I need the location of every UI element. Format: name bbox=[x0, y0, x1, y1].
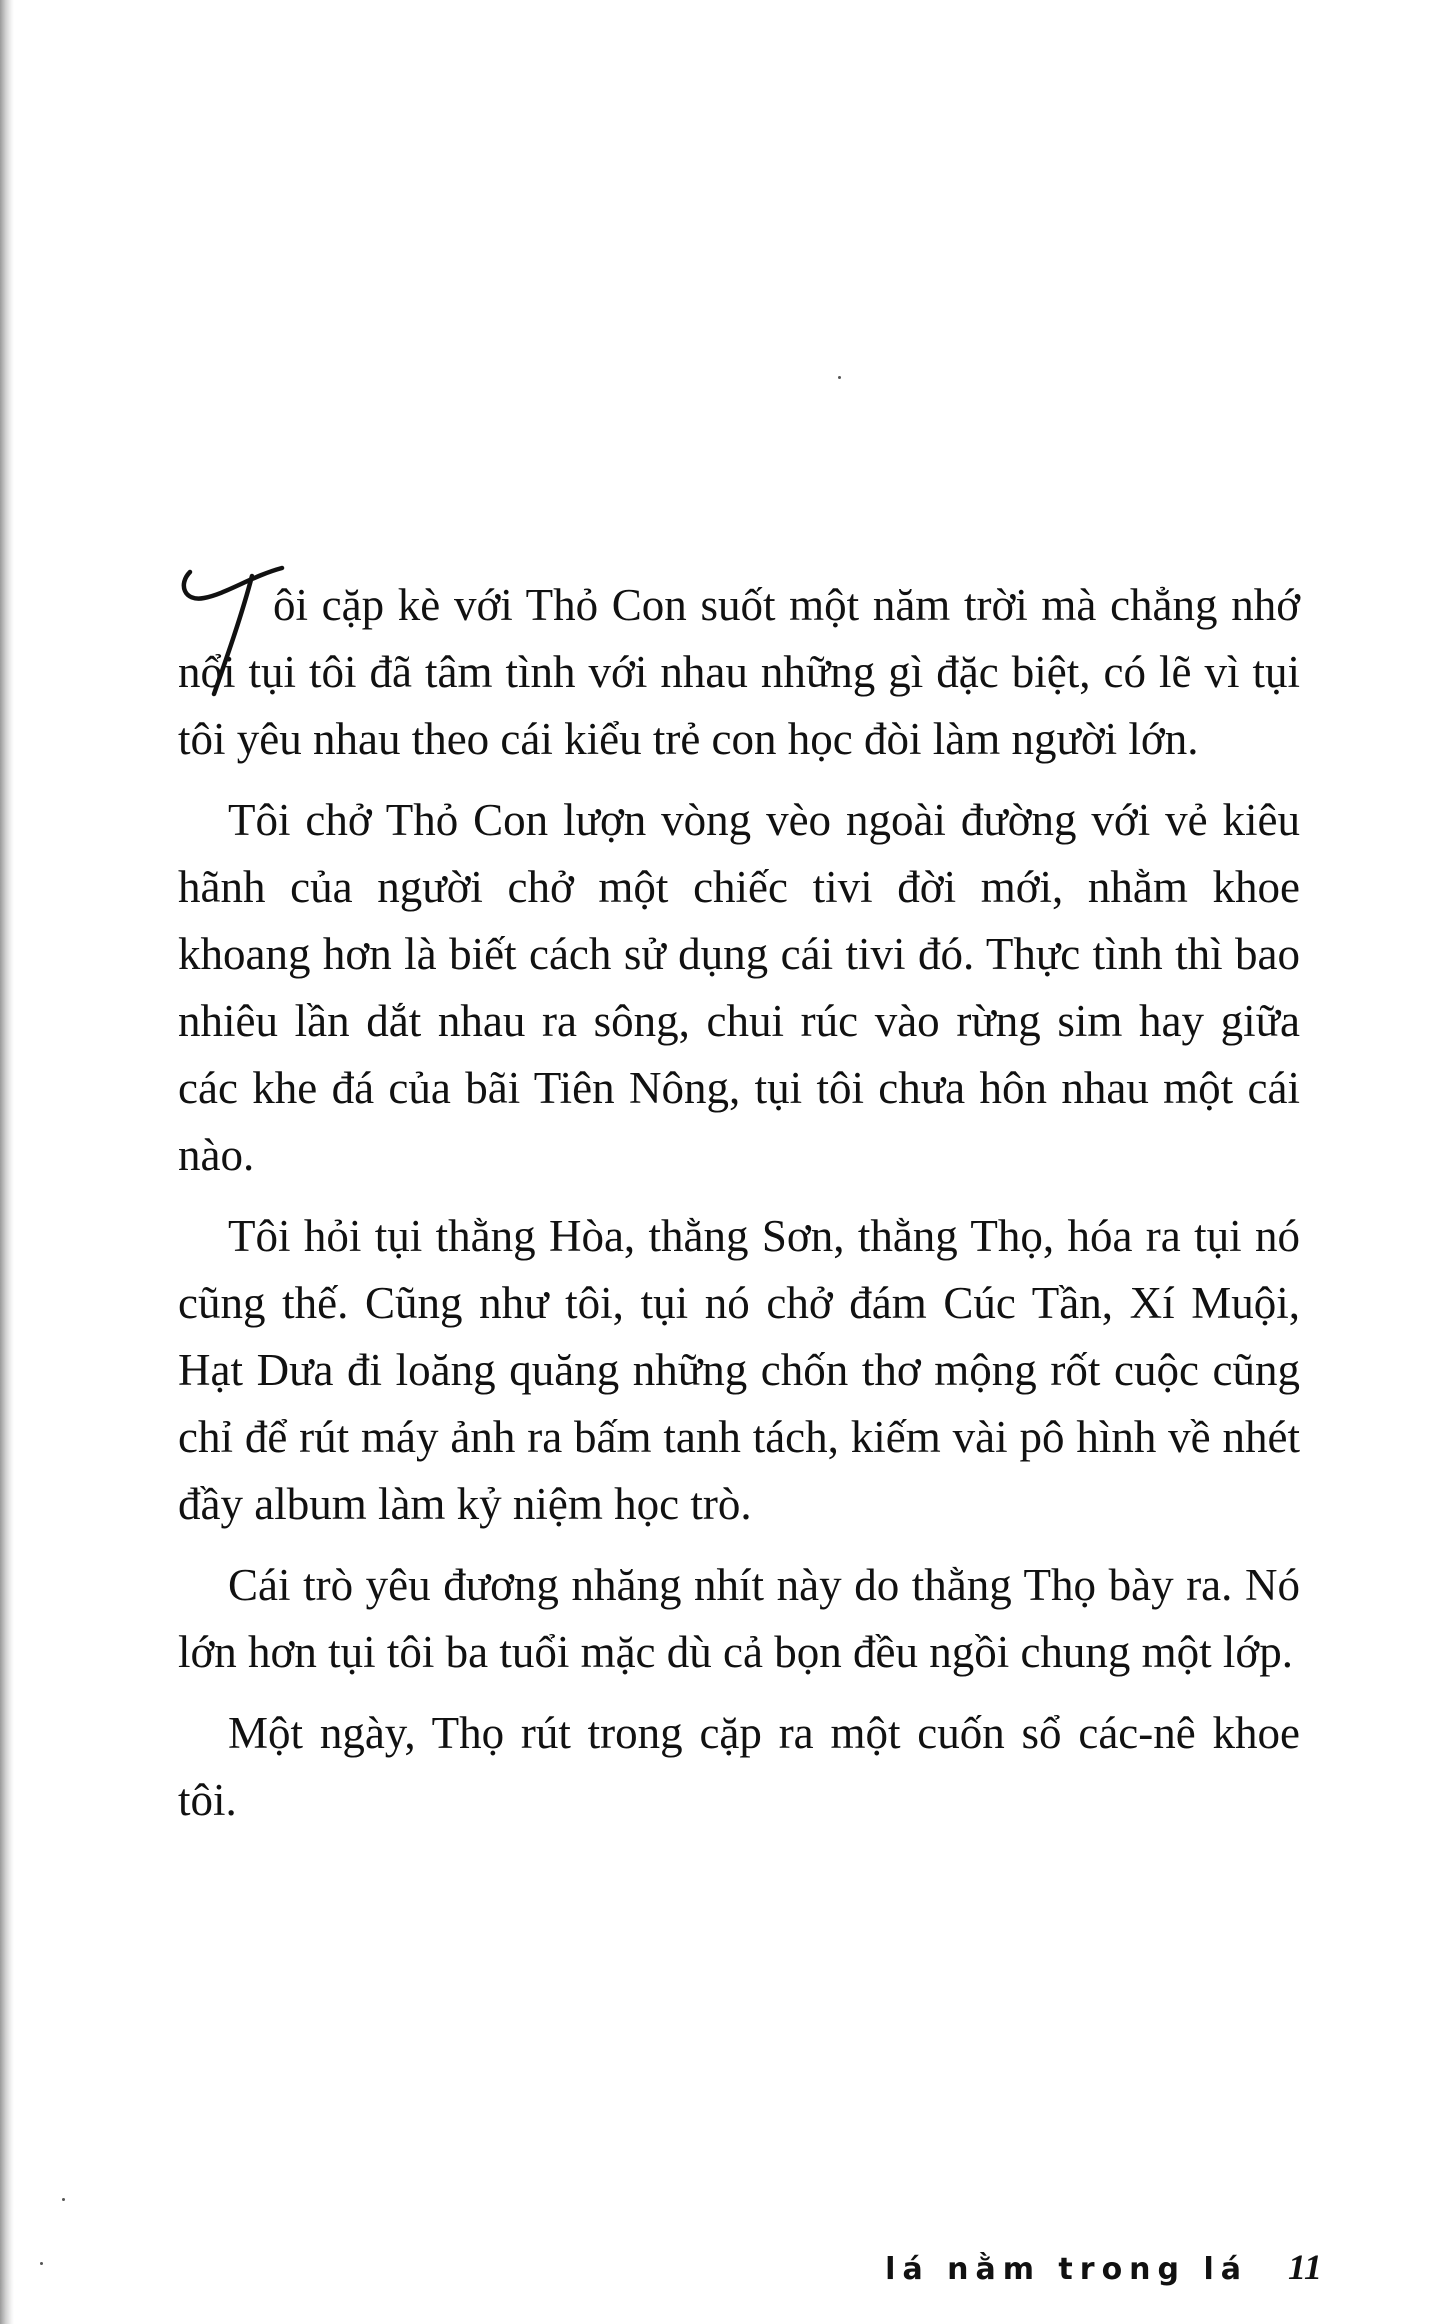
paragraph-1-text: ôi cặp kè với Thỏ Con suốt một năm trời mà chẳng nhớ nổi tụi tôi đã tâm tình với nhau những gì đặc biệt, có lẽ vì tụi tôi yêu nhau theo cái kiểu trẻ con học đòi làm người lớn. bbox=[178, 580, 1300, 764]
running-title: lá nằm trong lá bbox=[885, 2252, 1248, 2287]
scan-speck bbox=[40, 2262, 43, 2265]
body-text bbox=[178, 572, 1300, 1848]
drop-cap-t-glyph bbox=[170, 554, 290, 704]
page-number: 11 bbox=[1287, 2247, 1322, 2287]
drop-cap-letter bbox=[170, 554, 171, 555]
page-footer bbox=[885, 2246, 1322, 2288]
scan-speck bbox=[838, 376, 841, 379]
paragraph-3: Tôi hỏi tụi thằng Hòa, thằng Sơn, thằng Thọ, hóa ra tụi nó cũng thế. Cũng như tôi, tụi nó chở đám Cúc Tần, Xí Muội, Hạt Dưa đi loăng quăng những chốn thơ mộng rốt cuộc cũng chỉ để rút máy ảnh ra bấm tanh tách, kiếm vài pô hình về nhét đầy album làm kỷ niệm học trò. bbox=[178, 1211, 1300, 1529]
spine-shadow bbox=[0, 0, 14, 2324]
paragraph-5: Một ngày, Thọ rút trong cặp ra một cuốn sổ các-nê khoe tôi. bbox=[178, 1708, 1300, 1825]
paragraph-4: Cái trò yêu đương nhăng nhít này do thằng Thọ bày ra. Nó lớn hơn tụi tôi ba tuổi mặc dù cả bọn đều ngồi chung một lớp. bbox=[178, 1560, 1300, 1677]
scan-speck bbox=[62, 2198, 65, 2201]
paragraph-1 bbox=[178, 572, 1300, 773]
paragraph-2: Tôi chở Thỏ Con lượn vòng vèo ngoài đường với vẻ kiêu hãnh của người chở một chiếc tivi đời mới, nhằm khoe khoang hơn là biết cách sử dụng cái tivi đó. Thực tình thì bao nhiêu lần dắt nhau ra sông, chui rúc vào rừng sim hay giữa các khe đá của bãi Tiên Nông, tụi tôi chưa hôn nhau một cái nào. bbox=[178, 795, 1300, 1180]
drop-cap bbox=[170, 554, 290, 704]
